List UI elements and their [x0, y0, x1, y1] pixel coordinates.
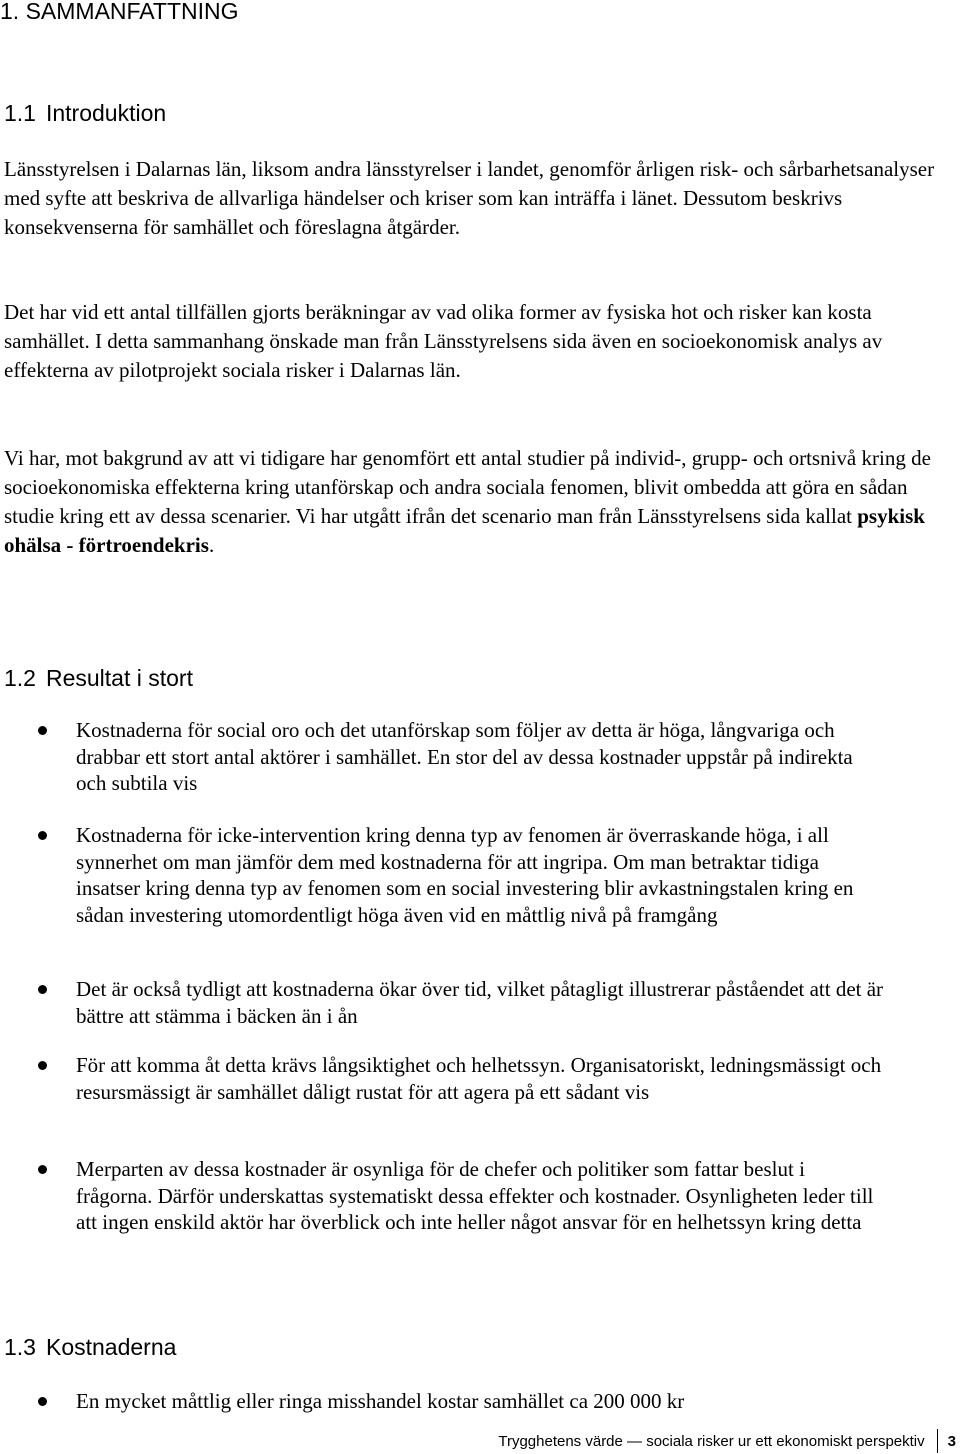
- page-number: 3: [947, 1432, 956, 1450]
- costs-list: [0, 1388, 960, 1415]
- section-title: Resultat i stort: [45, 665, 193, 691]
- bullet-icon: [38, 985, 47, 994]
- bullet-icon: [38, 1061, 47, 1070]
- bullet-icon: [38, 1165, 47, 1174]
- paragraph-text: Vi har, mot bakgrund av att vi tidigare har genomfört ett antal studier på individ-, grupp- och ortsnivå kring de socioekonomiska effekterna kring utanförskap och andra sociala fenomen, blivit ombedda att göra en sådan studie kring ett av dessa scenarier. Vi har utgått ifrån det scenario man från Länsstyrelsens sida kallat: [4, 446, 931, 528]
- bullet-icon: [38, 1397, 47, 1406]
- results-list: [0, 822, 960, 928]
- section-number: 1.2: [4, 665, 36, 691]
- paragraph: Länsstyrelsen i Dalarnas län, liksom andra länsstyrelser i landet, genomför årligen risk- och sårbarhetsanalyser med syfte att beskriva de allvarliga händelser och kriser som kan inträffa i länet. Dessutom beskrivs konsekvenserna för samhället och föreslagna åtgärder.: [4, 157, 935, 239]
- section-title: Kostnaderna: [45, 1334, 177, 1360]
- list-item: [0, 1388, 886, 1415]
- list-item: [0, 976, 886, 1029]
- paragraph: Det har vid ett antal tillfällen gjorts beräkningar av vad olika former av fysiska hot och risker kan kosta samhället. I detta sammanhang önskade man från Länsstyrelsens sida även en socioekonomisk analys av effekterna av pilotprojekt sociala risker i Dalarnas län.: [4, 300, 883, 382]
- paragraph: [4, 444, 954, 560]
- footer-title: Trygghetens värde — sociala risker ur ett ekonomiskt perspektiv: [498, 1432, 925, 1450]
- results-list: [0, 1156, 960, 1236]
- footer-divider: [937, 1429, 938, 1453]
- section-heading-results: [4, 663, 193, 693]
- section-heading-intro: [4, 98, 166, 128]
- list-item-text: För att komma åt detta krävs långsiktighet och helhetssyn. Organisatoriskt, ledningsmässigt och resursmässigt är samhället dåligt rustat för att agera på ett sådant vis: [76, 1053, 882, 1104]
- results-list: [0, 976, 960, 1029]
- scenario-name: psykisk ohälsa - förtroendekris: [4, 504, 925, 557]
- list-item-text: En mycket måttlig eller ringa misshandel kostar samhället ca 200 000 kr: [76, 1389, 685, 1413]
- page-footer: [498, 1428, 960, 1454]
- list-item-text: Kostnaderna för icke-intervention kring denna typ av fenomen är överraskande höga, i all synnerhet om man jämför dem med kostnaderna för att ingripa. Om man betraktar tidiga insatser kring denna typ av fenomen som en social investering blir avkastningstalen kring en sådan investering utomordentligt höga även vid en måttlig nivå på framgång: [76, 823, 854, 927]
- list-item: [0, 1052, 886, 1105]
- list-item: [0, 717, 886, 797]
- section-title: Introduktion: [45, 100, 167, 126]
- section-number: 1.1: [4, 100, 36, 126]
- results-list: [0, 717, 960, 797]
- chapter-heading: 1. SAMMANFATTNING: [0, 0, 239, 24]
- results-list: [0, 1052, 960, 1105]
- section-heading-costs: [4, 1332, 176, 1362]
- paragraph-end: .: [208, 533, 215, 557]
- list-item-text: Merparten av dessa kostnader är osynliga för de chefer och politiker som fattar beslut i frågorna. Därför underskattas systematiskt dessa effekter och kostnader. Osynligheten leder till att ingen enskild aktör har överblick och inte heller något ansvar för en helhetssyn kring detta: [76, 1157, 874, 1234]
- list-item-text: Kostnaderna för social oro och det utanförskap som följer av detta är höga, långvariga och drabbar ett stort antal aktörer i samhället. En stor del av dessa kostnader uppstår på indirekta och subtila vis: [76, 718, 853, 795]
- section-number: 1.3: [4, 1334, 36, 1360]
- list-item-text: Det är också tydligt att kostnaderna ökar över tid, vilket påtagligt illustrerar påståendet att det är bättre att stämma i bäcken än i ån: [76, 977, 884, 1028]
- list-item: [0, 1156, 886, 1236]
- bullet-icon: [38, 726, 47, 735]
- bullet-icon: [38, 831, 47, 840]
- list-item: [0, 822, 886, 928]
